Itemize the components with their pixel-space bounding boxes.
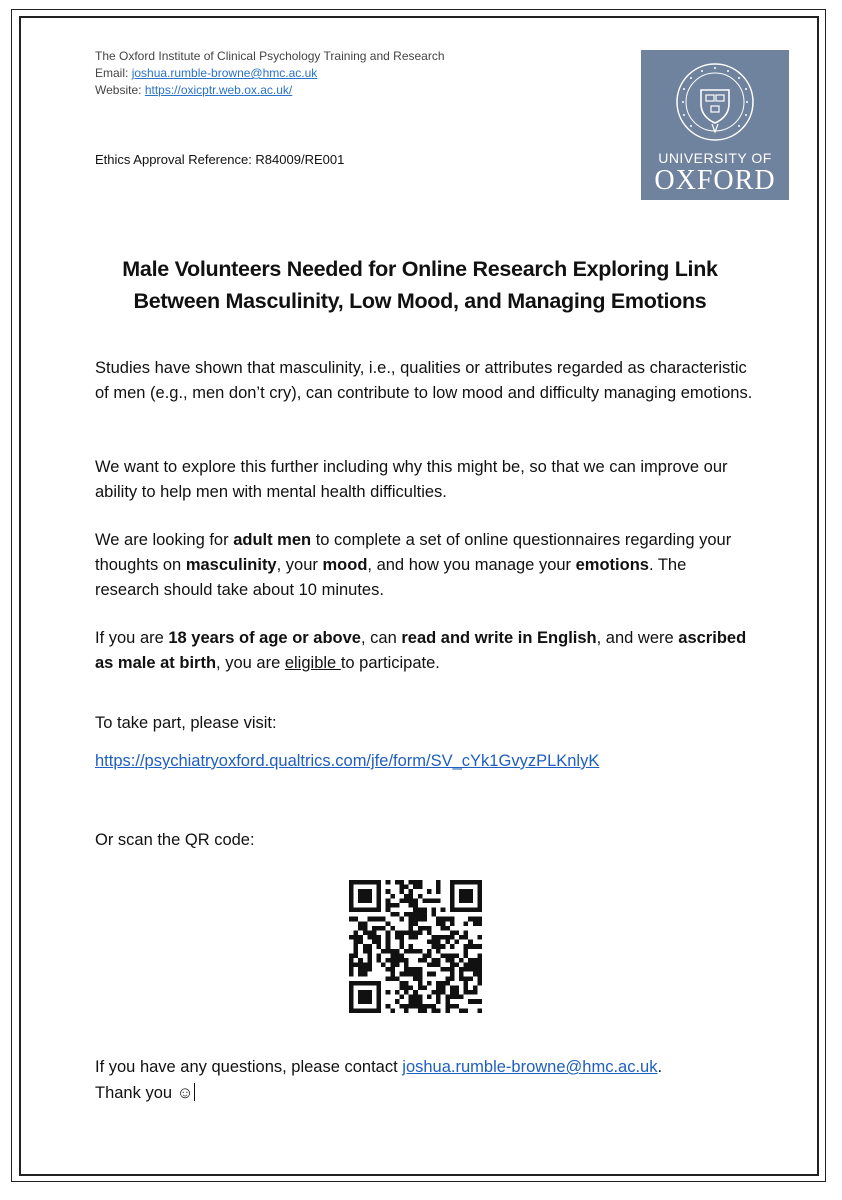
p3-bold-mood: mood: [322, 556, 368, 574]
website-link[interactable]: https://oxicptr.web.ox.ac.uk/: [144, 83, 293, 97]
oxford-logo: [641, 50, 789, 200]
title-line-1: Male Volunteers Needed for Online Research Exploring Link: [122, 257, 718, 281]
paragraph-explore: We want to explore this further including why this might be, so that we can improve our ability to help men with mental health difficulties.: [95, 458, 728, 501]
page-title: [60, 253, 780, 317]
p4-text-2: , can: [360, 629, 402, 647]
thank-you-line: [95, 1081, 755, 1106]
p4-bold-english: read and write in English: [401, 629, 597, 647]
logo-university-of: UNIVERSITY OF: [658, 150, 772, 166]
p4-text-5: to participate.: [340, 654, 440, 672]
paragraph-studies: Studies have shown that masculinity, i.e., qualities or attributes regarded as characteristic of men (e.g., men don’t cry), can contribute to low mood and difficulty managing emotions.: [95, 359, 753, 402]
p4-text-1: If you are: [95, 629, 169, 647]
email-line: [95, 65, 445, 82]
text-cursor: [194, 1083, 195, 1101]
oxford-crest-icon: [673, 60, 757, 144]
p4-text-4: , you are: [216, 654, 285, 672]
p4-underline-eligible: eligible: [284, 654, 341, 672]
paragraph-looking-for: [95, 528, 755, 603]
p3-text-1: We are looking for: [95, 531, 234, 549]
institute-name: The Oxford Institute of Clinical Psychology Training and Research: [95, 49, 445, 63]
p3-text-3: , your: [276, 556, 323, 574]
p3-text-4: , and how you manage your: [367, 556, 576, 574]
paragraph-eligibility: [95, 626, 755, 676]
p4-bold-age: 18 years of age or above: [168, 629, 361, 647]
institute-header: [95, 48, 445, 99]
ethics-reference: Ethics Approval Reference: R84009/RE001: [95, 152, 345, 167]
contact-email-link[interactable]: joshua.rumble-browne@hmc.ac.uk: [402, 1058, 658, 1076]
p3-text-2: to complete a set of online questionnaires regarding your thoughts on: [95, 531, 732, 574]
logo-oxford: OXFORD: [654, 165, 776, 196]
thank-you-text: Thank you ☺: [95, 1084, 194, 1102]
contact-after: .: [657, 1058, 663, 1076]
survey-link-line: [95, 749, 755, 774]
website-line: [95, 82, 445, 99]
p4-bold-male: ascribed as male at birth: [95, 629, 747, 672]
scan-qr-label: Or scan the QR code:: [95, 831, 255, 849]
contact-line: [95, 1055, 755, 1080]
header-email-link[interactable]: joshua.rumble-browne@hmc.ac.uk: [131, 66, 318, 80]
p3-bold-masculinity: masculinity: [185, 556, 277, 574]
contact-text: If you have any questions, please contact: [95, 1058, 403, 1076]
email-label: Email:: [95, 66, 132, 80]
take-part-label: To take part, please visit:: [95, 714, 277, 732]
p3-text-5: . The research should take about 10 minutes.: [95, 556, 687, 599]
p3-bold-emotions: emotions: [575, 556, 649, 574]
website-label: Website:: [95, 83, 145, 97]
qr-code-icon[interactable]: [349, 880, 482, 1013]
survey-link[interactable]: https://psychiatryoxford.qualtrics.com/jfe/form/SV_cYk1GvyzPLKnlyK: [95, 752, 600, 770]
title-line-2: Between Masculinity, Low Mood, and Managing Emotions: [133, 289, 707, 313]
p4-text-3: , and were: [596, 629, 679, 647]
p3-bold-adult-men: adult men: [233, 531, 312, 549]
